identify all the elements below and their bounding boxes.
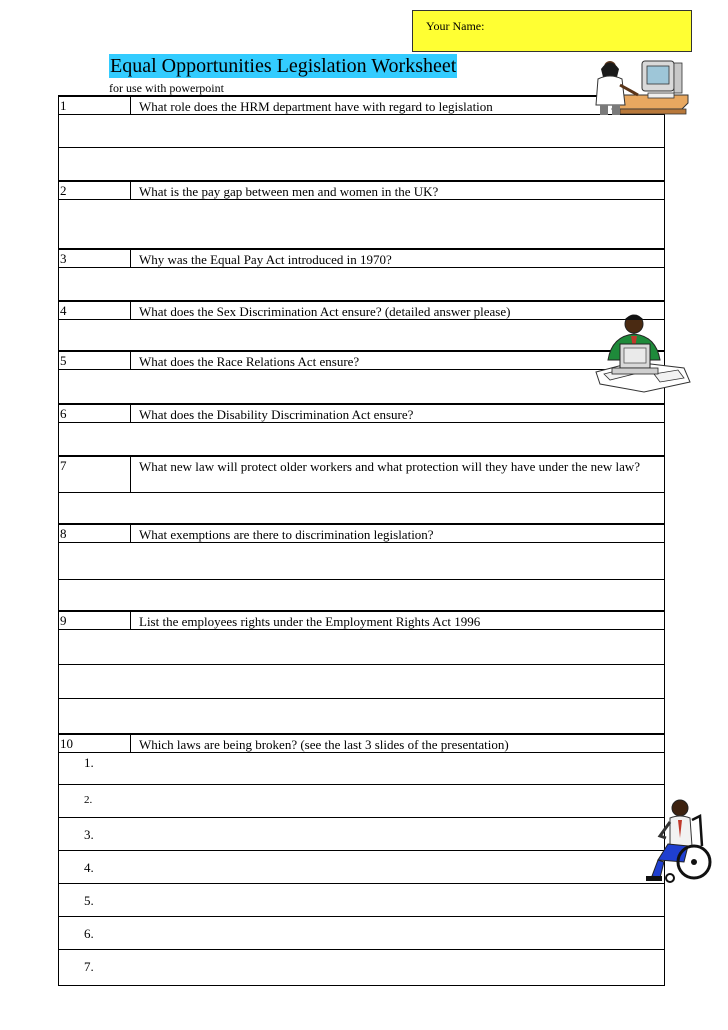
question-number: 4 <box>60 303 67 318</box>
sheet-bottom-border <box>58 985 665 986</box>
question-number: 5 <box>60 353 67 368</box>
answer-box[interactable] <box>58 698 665 733</box>
question-text: Why was the Equal Pay Act introduced in 1970? <box>130 250 665 267</box>
question-text: What exemptions are there to discrimination legislation? <box>130 525 665 542</box>
question-row-5 <box>58 350 665 370</box>
answer-line[interactable] <box>58 818 665 851</box>
question-number: 3 <box>60 251 67 266</box>
man-in-wheelchair-icon <box>644 796 712 884</box>
question-number: 6 <box>60 406 67 421</box>
answer-line[interactable] <box>58 884 665 917</box>
question-row-9 <box>58 610 665 630</box>
question-number: 8 <box>60 526 67 541</box>
answer-box[interactable] <box>58 115 665 145</box>
list-item-number: 6. <box>84 926 94 941</box>
answer-box[interactable] <box>58 630 665 664</box>
question-number: 7 <box>60 458 67 473</box>
answer-box[interactable] <box>58 268 665 300</box>
question-row-3 <box>58 248 665 268</box>
worksheet-table <box>58 95 665 985</box>
woman-at-computer-icon <box>592 55 690 117</box>
answer-box[interactable] <box>58 320 665 350</box>
question-row-6 <box>58 403 665 423</box>
list-item-number: 4. <box>84 860 94 875</box>
answer-box[interactable] <box>58 579 665 610</box>
answer-line[interactable] <box>58 917 665 950</box>
list-item-number: 1. <box>84 755 94 770</box>
answer-box[interactable] <box>58 543 665 579</box>
question-row-2 <box>58 180 665 200</box>
answer-line[interactable] <box>58 785 665 818</box>
question-text: What new law will protect older workers and what protection will they have under the new law? <box>130 457 665 492</box>
list-item-number: 5. <box>84 893 94 908</box>
answer-line[interactable] <box>58 950 665 985</box>
question-text: Which laws are being broken? (see the last 3 slides of the presentation) <box>130 735 665 752</box>
answer-box[interactable] <box>58 370 665 403</box>
answer-line[interactable] <box>58 753 665 785</box>
question-number: 1 <box>60 98 67 113</box>
question-row-7 <box>58 455 665 493</box>
question-text: What role does the HRM department have with regard to legislation <box>130 97 665 114</box>
answer-box[interactable] <box>58 200 665 248</box>
question-row-4 <box>58 300 665 320</box>
question-text: List the employees rights under the Employment Rights Act 1996 <box>130 612 665 629</box>
your-name-field[interactable] <box>412 10 692 52</box>
question-text: What does the Sex Discrimination Act ensure? (detailed answer please) <box>130 302 665 319</box>
answer-box[interactable] <box>58 493 665 523</box>
answer-box[interactable] <box>58 147 665 180</box>
list-item-number: 7. <box>84 959 94 974</box>
question-text: What does the Race Relations Act ensure? <box>130 352 665 369</box>
question-row-1 <box>58 95 665 115</box>
answer-box[interactable] <box>58 423 665 455</box>
your-name-label: Your Name: <box>426 19 485 33</box>
question-number: 2 <box>60 183 67 198</box>
question-number: 10 <box>60 736 73 751</box>
question-number: 9 <box>60 613 67 628</box>
question-text: What does the Disability Discrimination Act ensure? <box>130 405 665 422</box>
question-row-10 <box>58 733 665 753</box>
question-text: What is the pay gap between men and women in the UK? <box>130 182 665 199</box>
list-item-number: 2. <box>84 794 93 806</box>
question-row-8 <box>58 523 665 543</box>
list-item-number: 3. <box>84 827 94 842</box>
answer-box[interactable] <box>58 664 665 698</box>
man-at-desk-icon <box>594 310 692 394</box>
page-title: Equal Opportunities Legislation Worksheet <box>110 55 457 77</box>
page-subtitle: for use with powerpoint <box>109 81 224 95</box>
answer-line[interactable] <box>58 851 665 884</box>
